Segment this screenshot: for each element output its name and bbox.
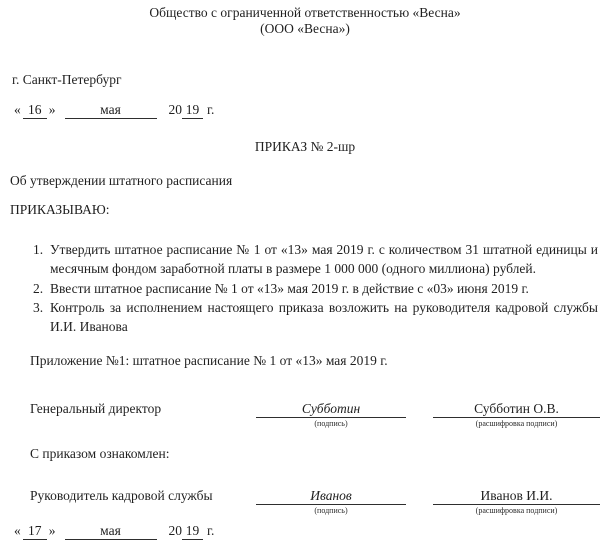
signature-name-field [433,400,600,429]
issue-date-close-quote: » [48,102,56,117]
order-title: ПРИКАЗ № 2-шр [254,139,356,154]
issue-date-year: 19 [182,102,203,119]
issue-date-century: 20 [168,102,182,117]
issue-date-line [13,102,610,119]
order-item-number: 2. [33,280,44,296]
issue-date-month: мая [65,102,157,119]
order-item [0,298,610,337]
order-directive: ПРИКАЗЫВАЮ: [10,202,110,217]
signature-row-director [0,400,610,429]
ack-date-century: 20 [168,523,182,539]
signature-row-hr-head [0,487,610,516]
signature-field [256,400,406,429]
signature-name-caption: (расшифровка подписи) [475,419,558,429]
issue-date-open-quote: « [14,102,21,117]
signature-label: Генеральный директор [30,401,162,417]
ack-date-month: мая [65,523,157,540]
order-item-number: 3. [33,299,44,315]
org-name-short: (ООО «Весна») [260,21,350,36]
signature-name: Субботин О.В. [433,400,600,418]
order-items-list [0,240,610,336]
org-name-full: Общество с ограниченной ответственностью «Весна» [149,5,461,20]
ack-date-suffix: г. [207,523,215,539]
signature-name-caption: (расшифровка подписи) [475,506,558,516]
signature-field [256,487,406,516]
signature-name-field [433,487,600,516]
ack-date-year: 19 [182,523,203,540]
attachment-line: Приложение №1: штатное расписание № 1 от «13» мая 2019 г. [30,353,388,369]
order-item-text: Контроль за исполнением настоящего приказа возложить на руководителя кадровой службы И.И. Иванова [50,299,598,335]
issue-date-suffix: г. [207,102,215,117]
order-item-text: Утвердить штатное расписание № 1 от «13» мая 2019 г. с количеством 31 штатной единицы и месячным фондом заработной платы в размере 1 000 000 (одного миллиона) рублей. [50,242,598,277]
order-item-text: Ввести штатное расписание № 1 от «13» мая 2019 г. в действие с «03» июня 2019 г. [50,280,529,296]
ack-date-close-quote: » [48,523,56,539]
ack-date-day: 17 [23,523,47,540]
signature-label: Руководитель кадровой службы [30,488,213,504]
order-item-number: 1. [33,242,44,257]
issue-date-day: 16 [23,102,47,119]
order-item [0,240,610,279]
signature-name: Иванов И.И. [433,487,600,505]
order-item [0,279,610,298]
signature-handwriting: Иванов [256,487,406,505]
acknowledgement-date-line [13,523,610,540]
signature-caption: (подпись) [314,419,348,429]
order-subject: Об утверждении штатного расписания [10,173,233,188]
signature-caption: (подпись) [314,506,348,516]
acknowledgement-line: С приказом ознакомлен: [30,446,170,462]
signature-handwriting: Субботин [256,400,406,418]
ack-date-open-quote: « [14,523,21,539]
org-header [0,5,610,37]
city-line: г. Санкт-Петербург [12,72,122,87]
